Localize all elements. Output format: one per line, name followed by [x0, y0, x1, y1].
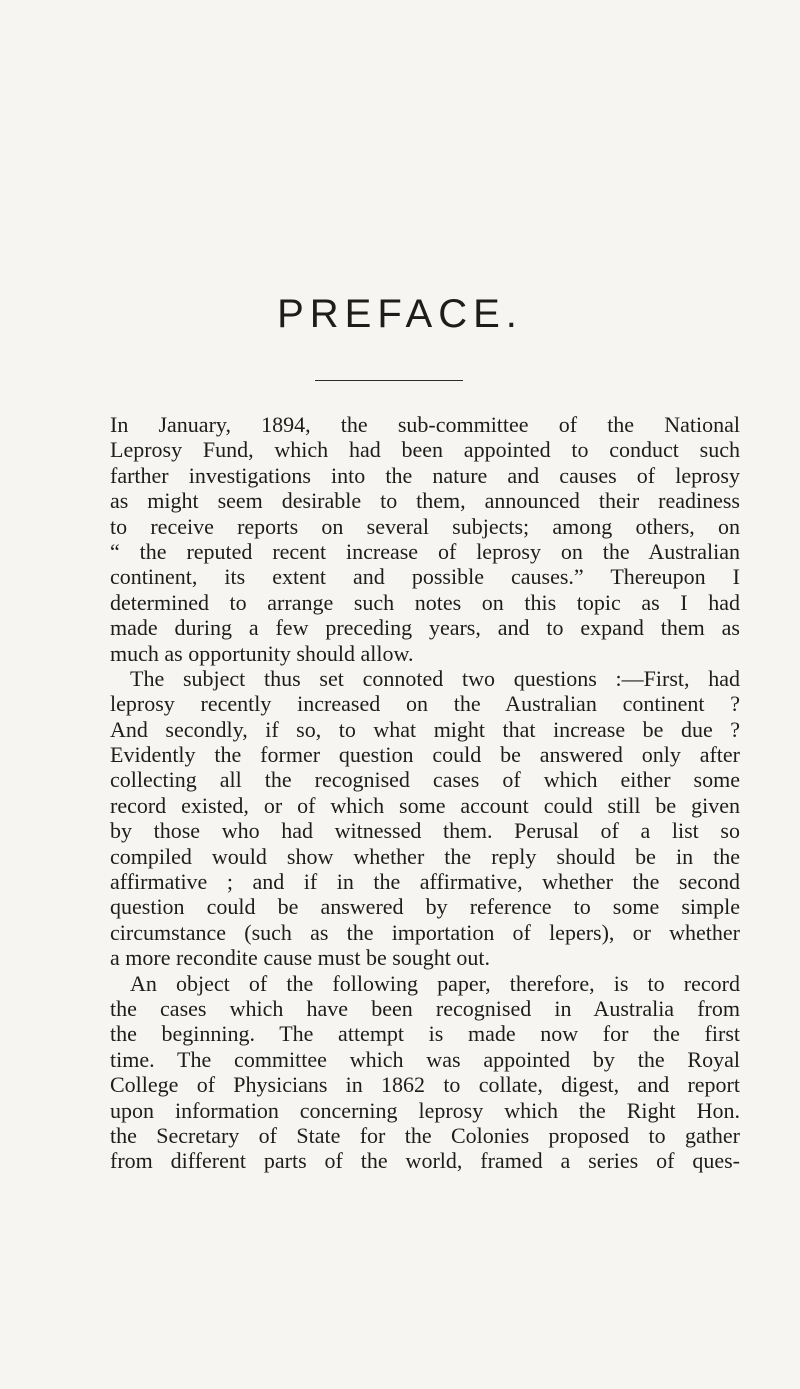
text-line: upon information concerning leprosy which the Right Hon. — [110, 1097, 740, 1123]
text-line: as might seem desirable to them, announced their readiness — [110, 488, 740, 514]
text-line: made during a few preceding years, and to expand them as — [110, 615, 740, 641]
text-line: compiled would show whether the reply should be in the — [110, 843, 740, 869]
text-line: by those who had witnessed them. Perusal of a list so — [110, 818, 740, 844]
text-line: determined to arrange such notes on this topic as I had — [110, 589, 740, 615]
text-line: College of Physicians in 1862 to collate, digest, and report — [110, 1072, 740, 1098]
text-line: record existed, or of which some account could still be given — [110, 792, 740, 818]
text-line: “ the reputed recent increase of leprosy on the Australian — [110, 538, 740, 564]
text-line: continent, its extent and possible causes.” Thereupon I — [110, 564, 740, 590]
title-rule — [315, 380, 463, 381]
paragraph — [110, 971, 740, 1174]
paragraph — [110, 412, 740, 666]
text-line: The subject thus set connoted two questions :—First, had — [130, 665, 740, 691]
text-line: leprosy recently increased on the Australian continent ? — [110, 691, 740, 717]
text-line: And secondly, if so, to what might that increase be due ? — [110, 716, 740, 742]
text-line: collecting all the recognised cases of which either some — [110, 767, 740, 793]
text-line: to receive reports on several subjects; among others, on — [110, 513, 740, 539]
text-line: affirmative ; and if in the affirmative, whether the second — [110, 869, 740, 895]
text-line: farther investigations into the nature and causes of leprosy — [110, 462, 740, 488]
text-line: An object of the following paper, therefore, is to record — [130, 970, 740, 996]
text-line: In January, 1894, the sub-committee of the National — [110, 412, 740, 437]
text-line: from different parts of the world, framed a series of ques- — [110, 1148, 740, 1174]
text-line: question could be answered by reference to some simple — [110, 894, 740, 920]
paragraph — [110, 666, 740, 971]
preface-body — [110, 412, 740, 1174]
page-title: PREFACE. — [277, 292, 523, 336]
text-line: Leprosy Fund, which had been appointed to conduct such — [110, 437, 740, 463]
text-line: much as opportunity should allow. — [110, 640, 414, 666]
text-line: Evidently the former question could be answered only after — [110, 742, 740, 768]
text-line: circumstance (such as the importation of lepers), or whether — [110, 919, 740, 945]
text-line: time. The committee which was appointed by the Royal — [110, 1046, 740, 1072]
text-line: the Secretary of State for the Colonies proposed to gather — [110, 1122, 740, 1148]
text-line: the beginning. The attempt is made now for the first — [110, 1021, 740, 1047]
text-line: a more recondite cause must be sought out. — [110, 945, 491, 971]
text-line: the cases which have been recognised in Australia from — [110, 995, 740, 1021]
